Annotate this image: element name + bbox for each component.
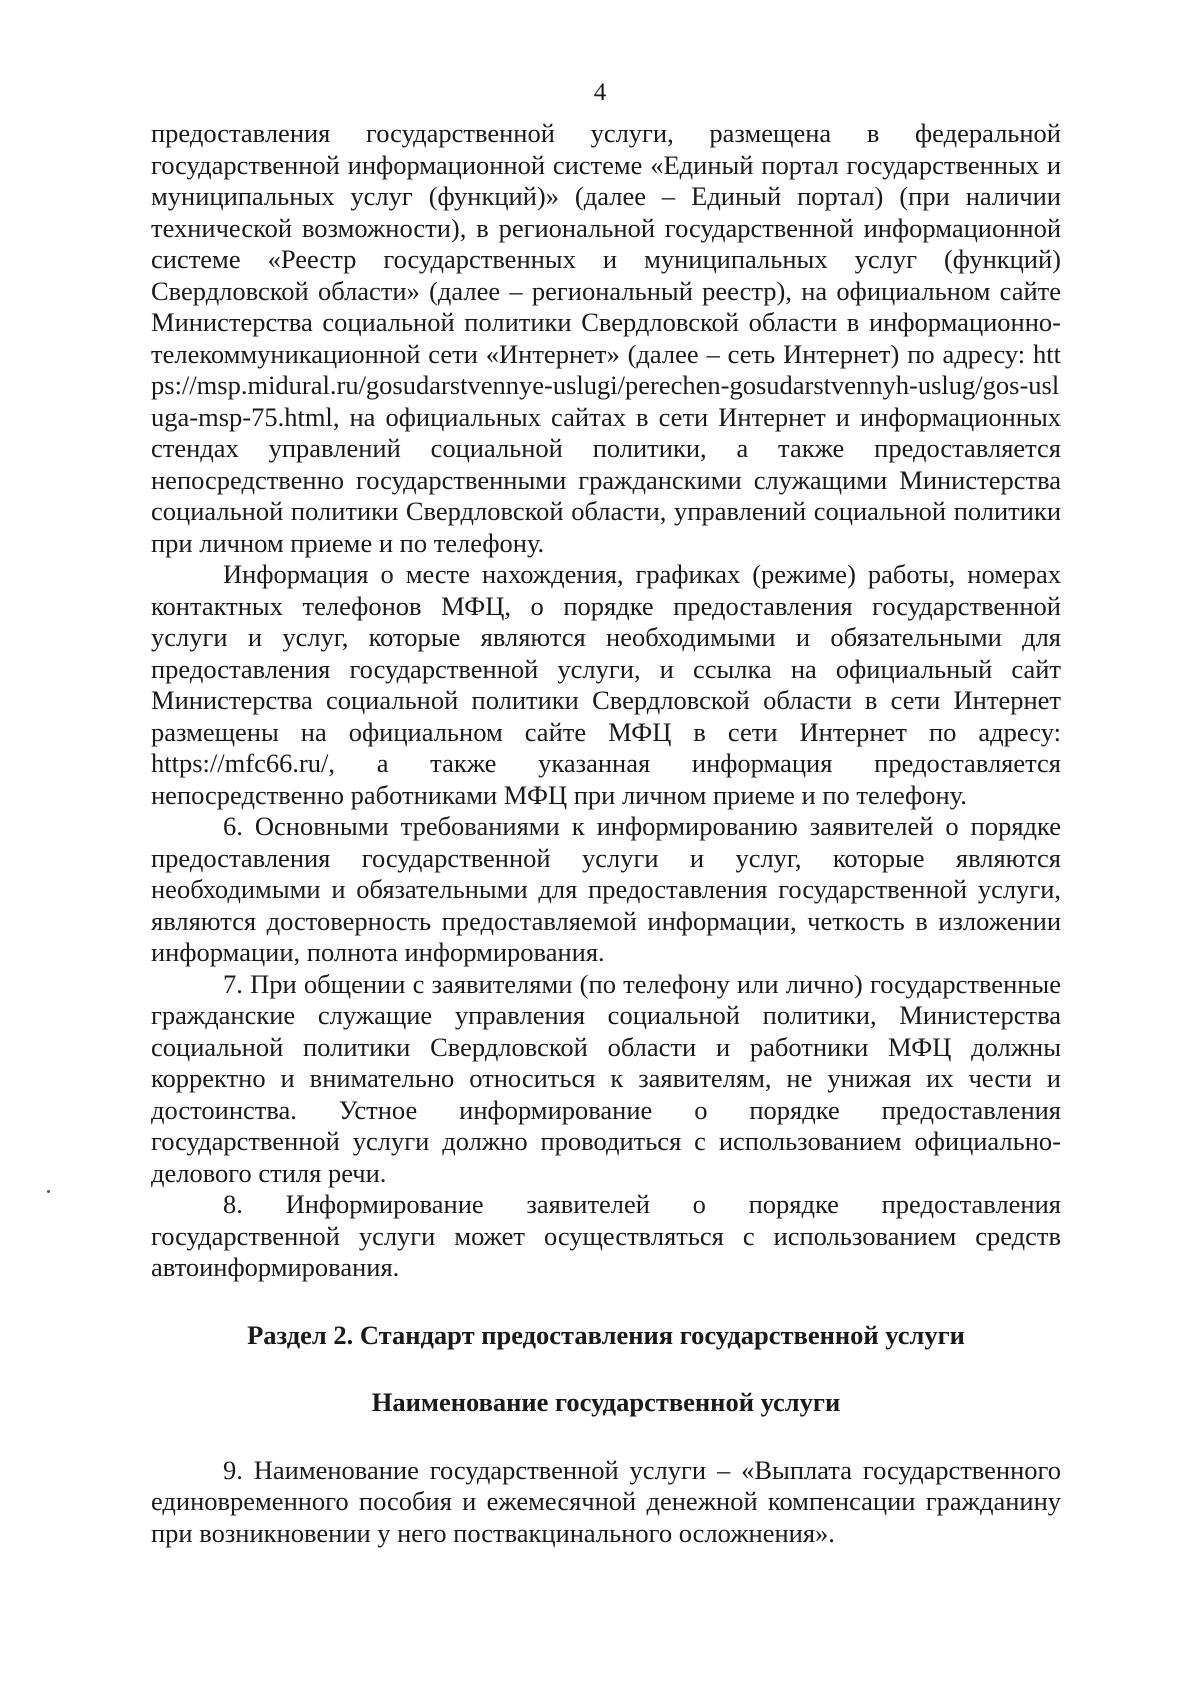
subsection-heading: Наименование государственной услуги (371, 1387, 841, 1417)
paragraph-text: , на официальных сайтах в сети Интернет и информационных стендах управлений социальной политики, а также предоставляется непосредственно государственными гражданскими служащими Министерства социальной политики Свердловской области, управлений социальной политики при личном приеме и по телефону. (151, 401, 1061, 558)
paragraph-7: 7. При общении с заявителями (по телефону или лично) государственные гражданские служащие управления социальной политики, Министерства социальной политики Свердловской области и работники МФЦ должны корректно и внимательно относиться к заявителям, не унижая их чести и достоинства. Устное информирование о порядке предоставления государственной услуги должно проводиться с использованием официально-делового стиля речи. (151, 968, 1061, 1188)
scan-speck (47, 1190, 50, 1193)
paragraph-continuation (151, 118, 1061, 559)
paragraph-8: 8. Информирование заявителей о порядке предоставления государственной услуги может осуществляться с использованием средств автоинформирования. (151, 1189, 1061, 1282)
page-number: 4 (593, 79, 607, 106)
msp-url-link[interactable]: https://msp.midural.ru/gosudarstvennye-uslugi/perechen-gosudarstvennyh-uslug/gos-usluga-msp-75.html (151, 338, 1061, 432)
paragraph-text: предоставления государственной услуги, размещена в федеральной государственной информационной системе «Единый портал государственных и муниципальных услуг (функций)» (далее – Единый портал) (при наличии технической возможности), в региональной государственной информационной системе «Реестр государственных и муниципальных услуг (функций) Свердловской области» (далее – региональный реестр), на официальном сайте Министерства социальной политики Свердловской области в информационно-телекоммуникационной сети «Интернет» (далее – сеть Интернет) по адресу: (151, 118, 1061, 369)
section-heading: Раздел 2. Стандарт предоставления государственной услуги (247, 1319, 965, 1350)
paragraph-9: 9. Наименование государственной услуги – «Выплата государственного единовременного пособия и ежемесячной денежной компенсации гражданину при возникновении у него поствакцинального осложнения». (151, 1454, 1061, 1548)
paragraph-mfc-info: Информация о месте нахождения, графиках (режиме) работы, номерах контактных телефонов МФЦ, о порядке предоставления государственной услуги и услуг, которые являются необходимыми и обязательными для предоставления государственной услуги, и ссылка на официальный сайт Министерства социальной политики Свердловской области в сети Интернет размещены на официальном сайте МФЦ в сети Интернет по адресу: https://mfc66.ru/, а также указанная информация предоставляется непосредственно работниками МФЦ при личном приеме и по телефону. (151, 559, 1061, 810)
document-body (151, 118, 1061, 1549)
paragraph-6: 6. Основными требованиями к информированию заявителей о порядке предоставления государственной услуги и услуг, которые являются необходимыми и обязательными для предоставления государственной услуги, являются достоверность предоставляемой информации, четкость в изложении информации, полнота информирования. (151, 811, 1061, 967)
